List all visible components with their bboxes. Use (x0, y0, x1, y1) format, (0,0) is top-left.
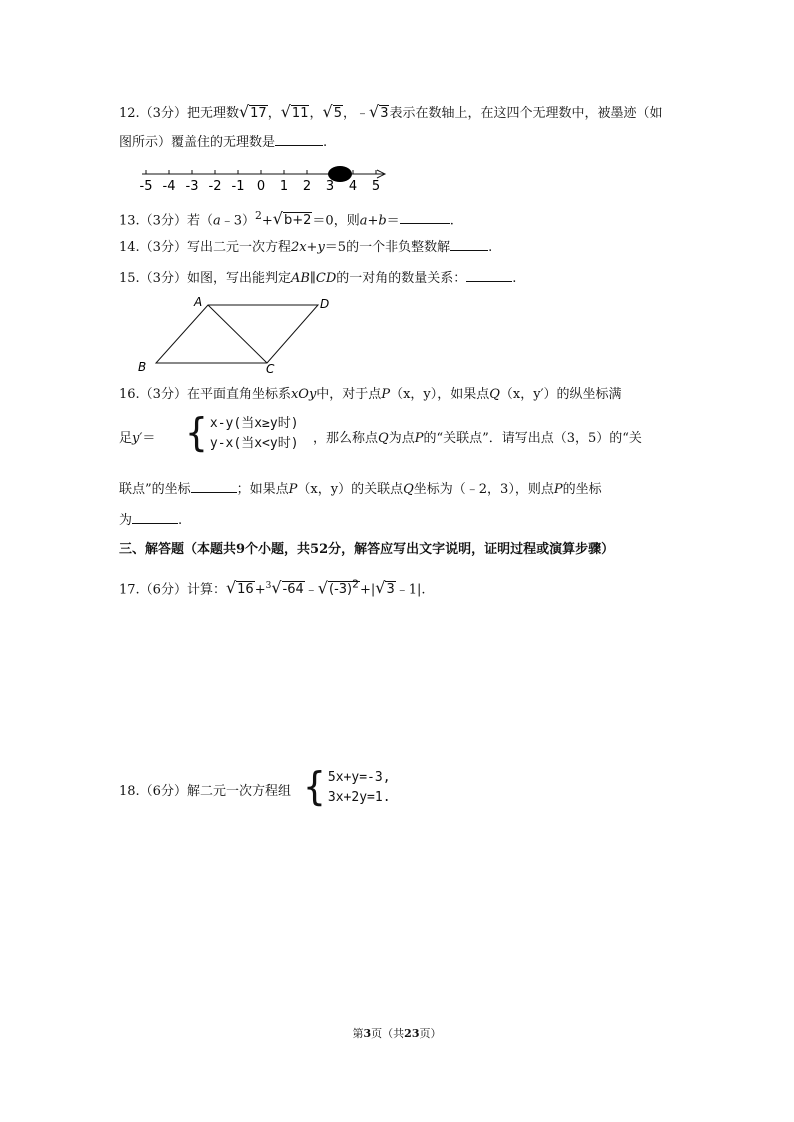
tick-label-4: 4 (348, 179, 358, 193)
eq: ＝ (386, 213, 400, 229)
parallel-relation: AB∥CD (290, 271, 337, 286)
question-16-line-2a (119, 430, 155, 448)
q14-text-b: ＝5的一个非负整数解 (324, 240, 451, 255)
answer-blank[interactable] (275, 133, 323, 146)
q13-eq: ＝0，则 (312, 213, 360, 229)
tick-label--3: -3 (185, 179, 199, 193)
q18-text: 18.（6分）解二元一次方程组 (119, 784, 291, 799)
parallelogram-figure (134, 293, 344, 375)
q14-text: 14.（3分）写出二元一次方程 (119, 240, 291, 255)
var-a-plus-b: a+b (359, 213, 387, 229)
sqrt-5: √5 (322, 102, 342, 121)
answer-blank[interactable] (400, 211, 450, 224)
point-p: P (553, 482, 563, 497)
case-2: y-x(当x<y时) (209, 436, 299, 451)
tick-label--1: -1 (231, 179, 245, 193)
plus: + (254, 582, 266, 598)
var-xoy: xOy (290, 387, 317, 402)
sqrt-3: √3 (369, 102, 389, 121)
q16-text-f: ，那么称点 (313, 431, 379, 446)
eq: ＝ (142, 431, 156, 446)
q16-text-b: 中，对于点 (316, 387, 382, 402)
equation-system (303, 764, 391, 810)
question-14 (119, 238, 492, 257)
q12-text-c: 图所示）覆盖住的无理数是 (119, 135, 276, 150)
q17-tail: ﹣1|. (395, 582, 426, 598)
tick-label--2: -2 (208, 179, 222, 193)
tick-label--5: -5 (139, 179, 153, 193)
q16-text-i: 联点”的坐标 (119, 482, 191, 497)
answer-blank-1[interactable] (191, 480, 237, 493)
question-13 (119, 207, 454, 230)
number-line (136, 163, 396, 193)
neg-sign: ﹣ (355, 106, 369, 121)
question-15 (119, 269, 516, 288)
q16-text-j: ；如果点 (236, 482, 289, 497)
point-p: P (288, 482, 298, 497)
period: . (512, 271, 517, 286)
page-footer (0, 1025, 794, 1041)
q15-text-b: 的一对角的数量关系： (336, 271, 467, 286)
question-16-line-1 (119, 386, 622, 404)
answer-blank-2[interactable] (132, 511, 178, 524)
sep: ， (309, 106, 323, 121)
q17-text: 17.（6分）计算： (119, 582, 226, 598)
q13-text: 13.（3分）若（ (119, 213, 213, 229)
footer-text-c: 页） (419, 1027, 442, 1040)
q16-text-c: （x，y），如果点 (390, 387, 490, 402)
point-q: Q (378, 431, 389, 446)
diagonal-ac (208, 305, 267, 363)
equation-2: 3x+2y=1. (327, 790, 391, 805)
plus: + (261, 213, 273, 229)
period: . (488, 240, 493, 255)
sqrt-b-plus-2: √b+2 (272, 209, 312, 229)
case-1: x-y(当x≥y时) (209, 416, 299, 431)
minus: ﹣ (304, 582, 318, 598)
q16-text-g: 为点 (388, 431, 415, 446)
point-p: P (414, 431, 424, 446)
question-16-line-4 (119, 511, 182, 530)
q12-text-b: 表示在数轴上，在这四个无理数中，被墨迹（如 (389, 106, 663, 121)
equation: 2x+y (290, 240, 325, 255)
q13-minus3: ﹣3） (220, 213, 255, 229)
question-16-line-2b (313, 430, 642, 448)
cbrt-neg-64: √-64 (271, 578, 304, 598)
answer-blank[interactable] (450, 238, 488, 251)
sqrt-3: √3 (375, 578, 395, 598)
var-a: a (212, 213, 221, 229)
exponent: 2 (255, 209, 262, 222)
tick-label-3: 3 (325, 179, 335, 193)
footer-text-b: 页（共 (371, 1027, 405, 1040)
section-3-heading: 三、解答题（本题共9个小题，共52分，解答应写出文字说明，证明过程或演算步骤） (119, 542, 615, 557)
q16-text-m: 的坐标 (562, 482, 602, 497)
sqrt-16: √16 (225, 578, 254, 598)
question-12-line-2 (119, 133, 327, 152)
tick-label-0: 0 (256, 179, 266, 193)
q16-text-l: 坐标为（﹣2，3），则点 (413, 482, 554, 497)
q16-text-e: 足 (119, 431, 133, 446)
point-q: Q (403, 482, 414, 497)
label-d: D (320, 297, 330, 311)
period: . (449, 213, 454, 229)
equation-1: 5x+y=-3, (327, 770, 391, 785)
page-number: 3 (363, 1027, 372, 1040)
question-16-line-3 (119, 480, 602, 499)
tick-label--4: -4 (162, 179, 176, 193)
var-yprime: y′ (132, 431, 143, 446)
ink-blot (328, 166, 352, 182)
q16-text-k: （x，y）的关联点 (297, 482, 404, 497)
label-c: C (266, 362, 275, 375)
tick-label-1: 1 (279, 179, 289, 193)
q16-text: 16.（3分）在平面直角坐标系 (119, 387, 291, 402)
total-pages: 23 (404, 1027, 420, 1040)
tick-label-5: 5 (371, 179, 381, 193)
q16-text-h: 的“关联点”．请写出点（3，5）的“关 (423, 431, 642, 446)
label-b: B (138, 360, 147, 374)
point-q: Q (489, 387, 500, 402)
q15-text: 15.（3分）如图，写出能判定 (119, 271, 291, 286)
sep: ， (267, 106, 281, 121)
label-a: A (194, 295, 203, 309)
q12-text: 12.（3分）把无理数 (119, 106, 239, 121)
point-p: P (381, 387, 391, 402)
period: . (323, 135, 328, 150)
question-12-line-1 (119, 103, 663, 123)
question-18 (119, 783, 291, 801)
cube-index: 3 (265, 581, 272, 591)
q16-text-d: （x，y′）的纵坐标满 (499, 387, 622, 402)
sep: ， (342, 106, 356, 121)
q16-text-n: 为 (119, 513, 133, 528)
footer-text: 第 (352, 1027, 364, 1040)
period: . (178, 513, 183, 528)
left-brace: { (185, 410, 208, 456)
piecewise-definition (185, 410, 299, 456)
left-brace: { (303, 764, 326, 810)
answer-blank[interactable] (466, 269, 512, 282)
tick-label-2: 2 (302, 179, 312, 193)
sqrt-11: √11 (280, 102, 309, 121)
question-17 (119, 576, 426, 599)
sqrt-17: √17 (238, 102, 267, 121)
abs-open: +| (360, 582, 376, 598)
sqrt-neg3-squared: $√(-3)^2$ (317, 578, 359, 598)
